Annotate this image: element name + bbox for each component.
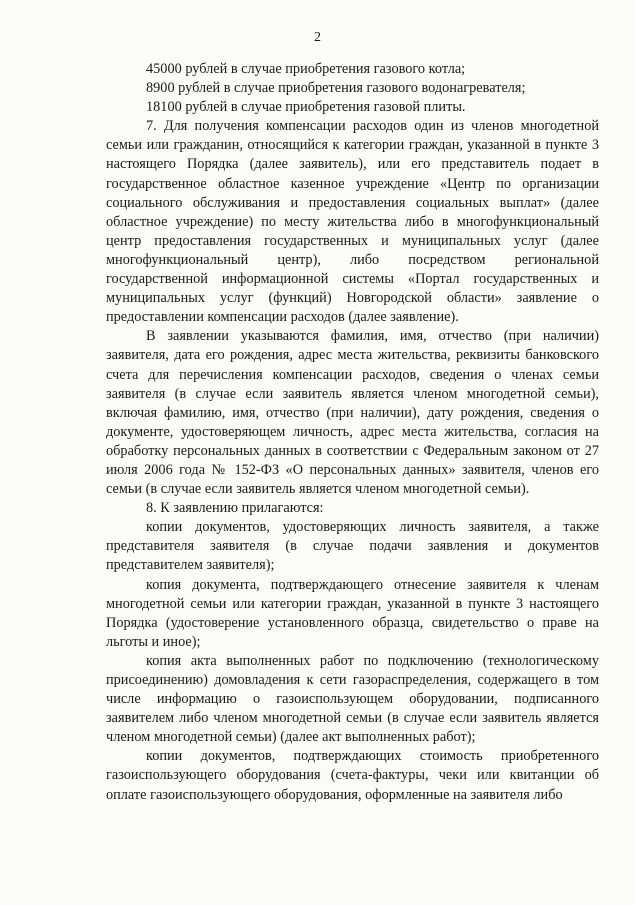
page-number: 2 xyxy=(314,30,321,45)
list-item-identity-documents: копии документов, удостоверяющих личность заявителя, а также представителя заявителя (в случае подачи заявления и документов представителем заявителя); xyxy=(106,519,599,574)
paragraph-8-heading: 8. К заявлению прилагаются: xyxy=(146,500,324,517)
list-item-cost-documents: копии документов, подтверждающих стоимость приобретенного газоиспользующего оборудования (счета-фактуры, чеки или квитанции об оплате газоиспользующего оборудования, оформленные на заявителя либо xyxy=(106,748,599,803)
price-line-stove: 18100 рублей в случае приобретения газовой плиты. xyxy=(146,99,466,116)
list-item-work-completion-act: копия акта выполненных работ по подключению (технологическому присоединению) домовладения к сети газораспределения, содержащего в том числе информацию о газоиспользующем оборудовании, подписанного заявителем либо членом многодетной семьи (в случае если заявитель является членом многодетной семьи) (далее акт выполненных работ); xyxy=(106,652,599,746)
paragraph-7: 7. Для получения компенсации расходов один из членов многодетной семьи или гражданин, относящийся к категории граждан, указанной в пункте 3 настоящего Порядка (далее заявитель), или его представитель подает в государственное областное казенное учреждение «Центр по организации социального обслуживания и предоставления социальных выплат» (далее областное учреждение) по месту жительства либо в многофункциональный центр предоставления государственных и муниципальных услуг (далее многофункциональный центр), либо посредством региональной государственной информационной системы «Портал государственных и муниципальных услуг (функций) Новгородской области» заявление о предоставлении компенсации расходов (далее заявление). xyxy=(106,118,599,326)
document-body xyxy=(106,60,599,805)
price-line-water-heater: 8900 рублей в случае приобретения газового водонагревателя; xyxy=(146,80,526,97)
list-item-family-status-document: копия документа, подтверждающего отнесение заявителя к членам многодетной семьи или категории граждан, указанной в пункте 3 настоящего Порядка (удостоверение установленного образца, свидетельство о праве на льготы и иное); xyxy=(106,576,599,650)
paragraph-application-contents: В заявлении указываются фамилия, имя, отчество (при наличии) заявителя, дата его рождения, адрес места жительства, реквизиты банковского счета для перечисления компенсации расходов, сведения о членах семьи заявителя (в случае если заявитель является членом многодетной семьи), включая фамилию, имя, отчество (при наличии), дату рождения, сведения о документе, удостоверяющем личность, адрес места жительства, согласия на обработку персональных данных в соответствии с Федеральным законом от 27 июля 2006 года № 152-ФЗ «О персональных данных» заявителя, членов его семьи (в случае если заявитель является членом многодетной семьи). xyxy=(106,328,599,498)
price-line-boiler: 45000 рублей в случае приобретения газового котла; xyxy=(146,61,466,77)
